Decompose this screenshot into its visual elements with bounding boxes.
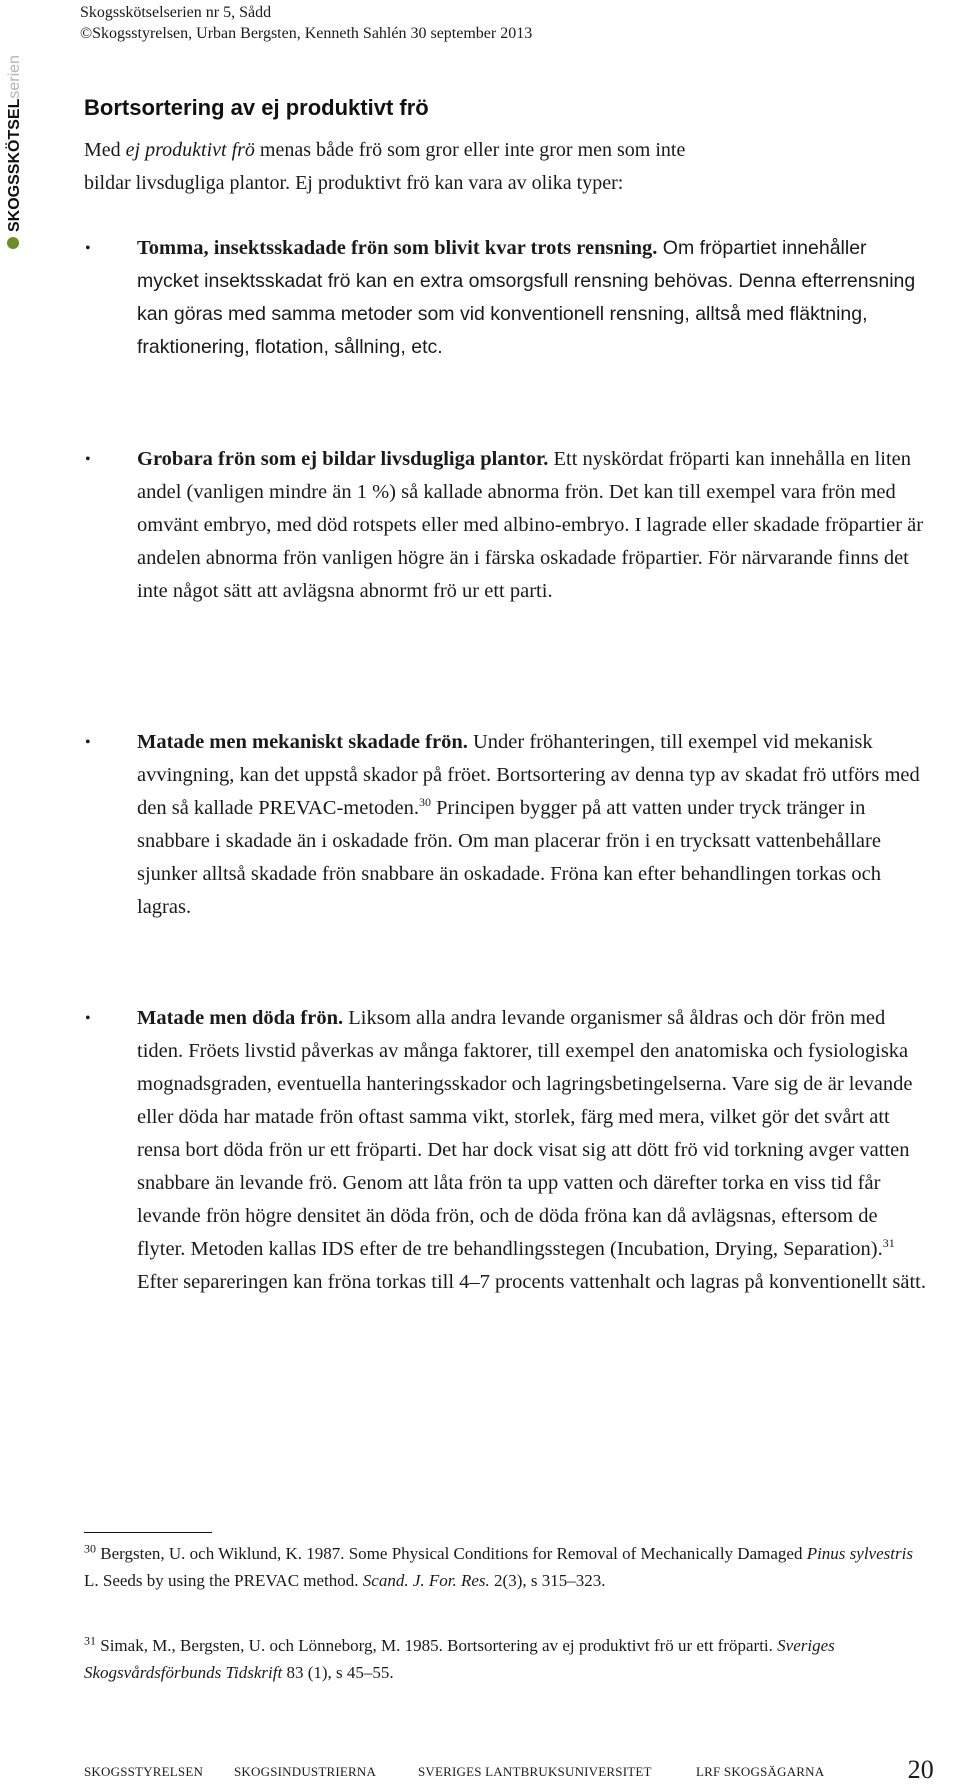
bullet-item-dead-seeds — [85, 1002, 927, 1299]
series-line: Skogsskötselserien nr 5, Sådd — [80, 4, 272, 21]
bullet-item-damaged-seeds — [85, 726, 927, 924]
bullet-icon: • — [85, 1010, 91, 1027]
footnote-journal: Sveriges Skogsvårdsförbunds Tidskrift — [84, 1636, 835, 1682]
footnote-journal: Scand. J. For. Res. — [362, 1571, 490, 1590]
page-number: 20 — [907, 1755, 934, 1784]
footnote-31 — [84, 1632, 924, 1686]
bullet-text: Liksom alla andra levande organismer så åldras och dör frön med tiden. Fröets livstid påverkas av många faktorer, till exempel den anatomiska och fysiologiska mognadsgraden, eventuella hanteringsskador och lagringsbetingelserna. Vare sig de är levande eller döda har matade frön oftast samma vikt, storlek, färg med mera, vilket gör det svårt att rensa bort döda frön ur ett fröparti. Det har dock visat sig att dött frö vid torkning avger vatten snabbare än levande frö. Genom att låta frön ta upp vatten och därefter torka en viss tid får levande frön högre densitet än döda frön, och de döda fröna kan då avlägsnas, eftersom de flyter. Metoden kallas IDS efter de tre behandlingsstegen (Incubation, Drying, Separation). — [137, 1007, 913, 1260]
bullet-item-empty-seeds — [85, 232, 927, 364]
footer-org-lrf: LRF SKOGSÄGARNA — [696, 1764, 825, 1779]
footnote-text: 2(3), s 315–323. — [489, 1571, 606, 1590]
skogsskotselserien-logo — [2, 36, 24, 256]
logo-text-bold: SKOGSSKÖTSEL — [6, 98, 23, 232]
footnote-ref[interactable]: 30 — [419, 795, 432, 810]
bullet-heading: Grobara frön som ej bildar livsdugliga plantor. — [137, 448, 549, 470]
logo-text-light: serien — [6, 55, 23, 99]
bullet-text: Om fröpartiet innehåller mycket insektsskadat frö kan en extra omsorgsfull rensning behövas. Denna efterrensning kan göras med samma metoder som vid konventionell rensning, alltså med fläktning, fraktionering, flotation, sållning, etc. — [137, 237, 916, 358]
section-title: Bortsortering av ej produktivt frö — [84, 95, 429, 120]
bullet-heading: Matade men mekaniskt skadade frön. — [137, 731, 468, 753]
intro-paragraph — [84, 134, 904, 200]
bullet-icon: • — [85, 240, 91, 257]
footnote-text: Simak, M., Bergsten, U. och Lönneborg, M. 1985. Bortsortering av ej produktivt frö ur ett fröparti. — [96, 1636, 778, 1655]
intro-text-pre: Med — [84, 139, 126, 161]
bullet-heading: Tomma, insektsskadade frön som blivit kvar trots rensning. — [137, 237, 658, 259]
footnote-text: 83 (1), s 45–55. — [282, 1663, 394, 1682]
footer-org-skogsindustrierna: SKOGSINDUSTRIERNA — [234, 1764, 377, 1779]
footnote-italic: Pinus sylvestris — [806, 1544, 913, 1563]
svg-text:SKOGSSKÖTSELserien — [4, 55, 23, 232]
footer-org-skogsstyrelsen: SKOGSSTYRELSEN — [84, 1764, 204, 1779]
intro-emphasis: ej produktivt frö — [125, 139, 255, 161]
bullet-text-cont: Efter separeringen kan fröna torkas till 4–7 procents vattenhalt och lagras på konventionellt sätt. — [137, 1271, 926, 1293]
footer-org-slu: SVERIGES LANTBRUKSUNIVERSITET — [418, 1764, 652, 1779]
bullet-text: Ett nyskördat fröparti kan innehålla en liten andel (vanligen mindre än 1 %) så kallade abnorma frön. Det kan till exempel vara frön med omvänt embryo, med död rotspets eller med albino-embryo. I lagrade eller skadade fröpartier är andelen abnorma frön vanligen högre än i färska oskadade fröpartier. För närvarande finns det inte något sätt att avlägsna abnormt frö ur ett parti. — [137, 448, 924, 602]
footnote-number: 30 — [84, 1541, 96, 1556]
bullet-icon: • — [85, 451, 91, 468]
intro-text-line2: bildar livsdugliga plantor. Ej produktivt frö kan vara av olika typer: — [84, 172, 624, 194]
footnote-text: L. Seeds by using the PREVAC method. — [84, 1571, 363, 1590]
logo-dot-icon — [7, 237, 19, 249]
bullet-item-abnormal-seeds — [85, 443, 927, 608]
running-header — [80, 2, 532, 44]
copyright-line: ©Skogsstyrelsen, Urban Bergsten, Kenneth Sahlén 30 september 2013 — [80, 25, 533, 42]
bullet-icon: • — [85, 734, 91, 751]
bullet-text: Under fröhanteringen, till exempel vid mekanisk avvingning, kan det uppstå skador på fröet. Bortsortering av denna typ av skadat frö utförs med den så kallade PREVAC-metoden. — [137, 731, 920, 819]
footnote-divider — [84, 1532, 212, 1533]
footnote-ref[interactable]: 31 — [882, 1236, 895, 1251]
footnote-text: Bergsten, U. och Wiklund, K. 1987. Some Physical Conditions for Removal of Mechanically Damaged — [96, 1544, 807, 1563]
intro-text-post: menas både frö som gror eller inte gror men som inte — [254, 139, 686, 161]
logo-vertical-svg — [2, 36, 24, 256]
page-footer — [84, 1755, 934, 1784]
bullet-heading: Matade men döda frön. — [137, 1007, 344, 1029]
footnote-30 — [84, 1540, 924, 1594]
bullet-text-cont: Principen bygger på att vatten under tryck tränger in snabbare i skadade än i oskadade frön. Om man placerar frön i en trycksatt vattenbehållare sjunker alltså skadade frön snabbare än oskadade. Fröna kan efter behandlingen torkas och lagras. — [137, 797, 881, 918]
footnote-number: 31 — [84, 1633, 96, 1648]
